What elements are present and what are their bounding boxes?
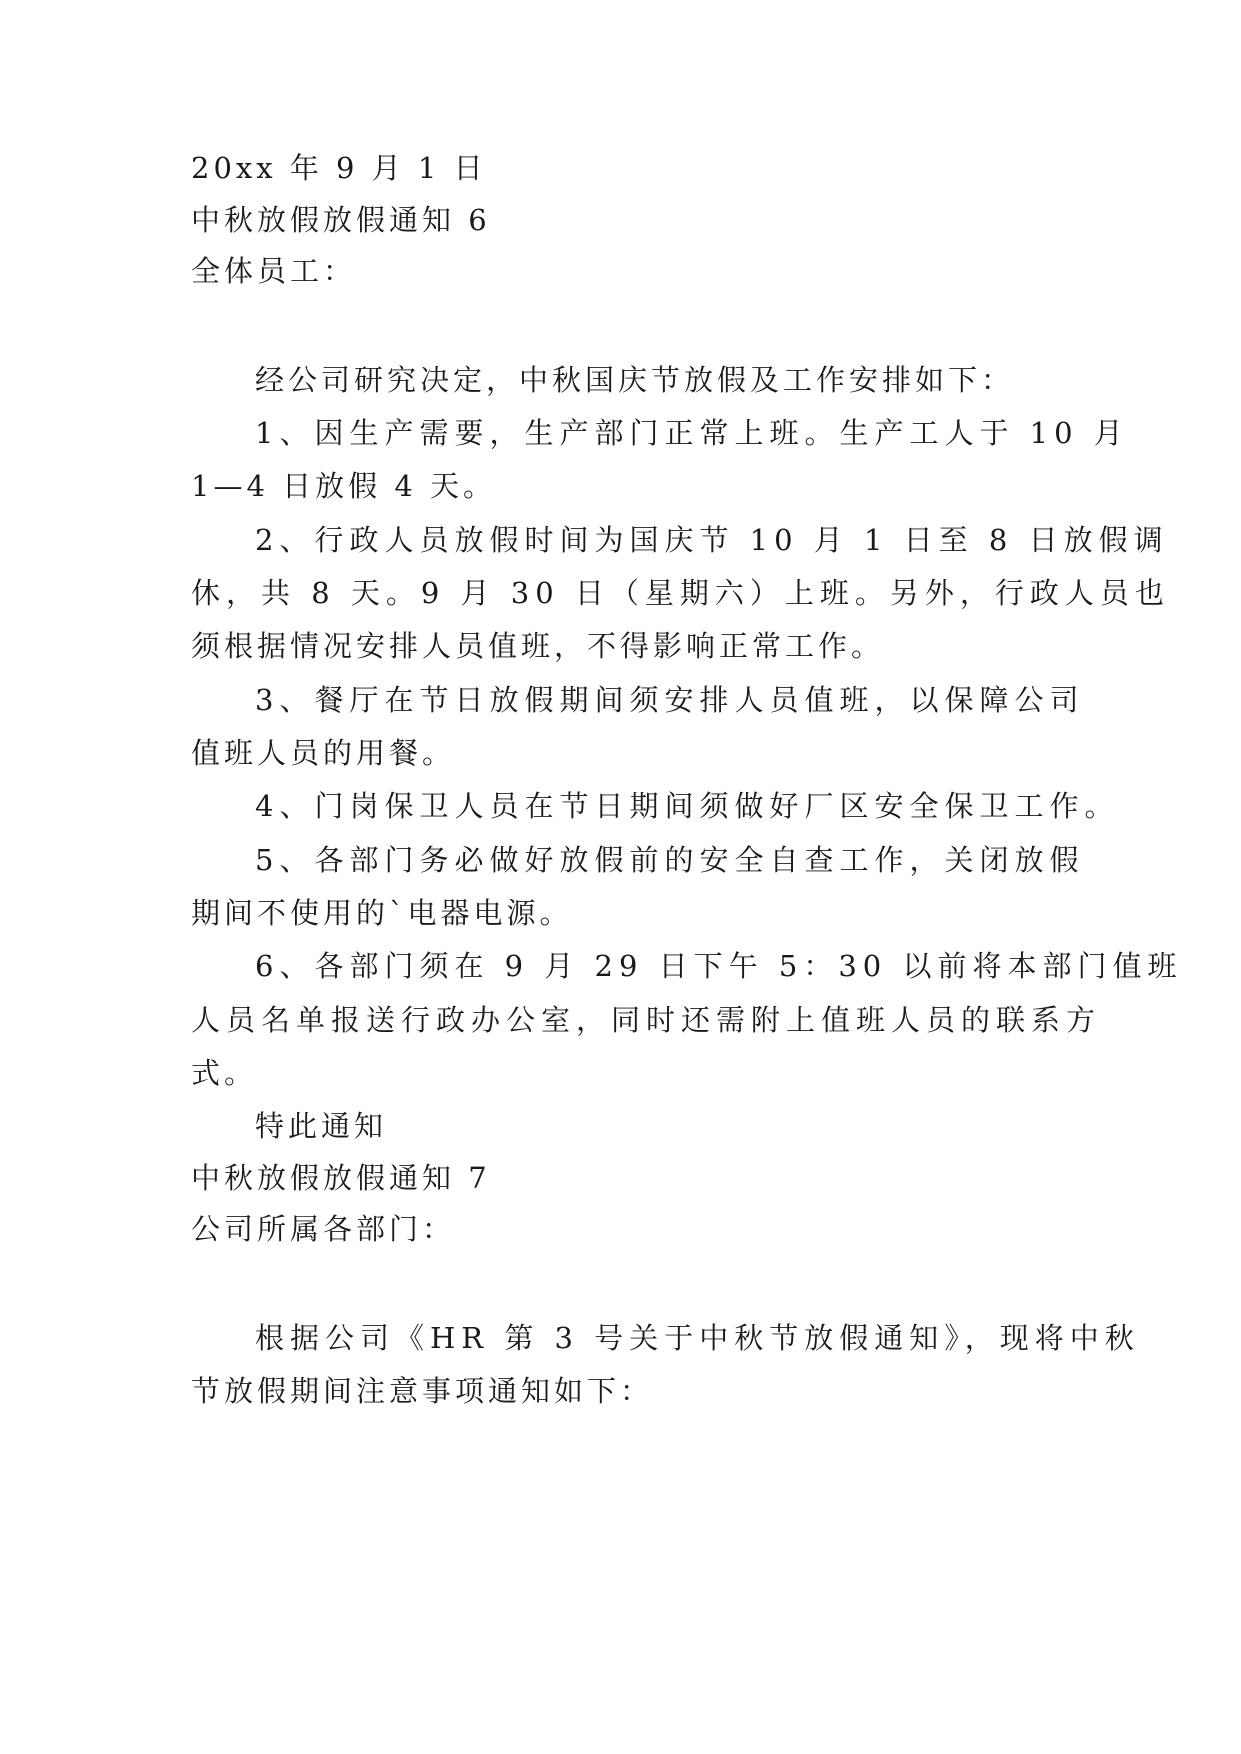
item-6-line-2: 人员名单报送行政办公室，同时还需附上值班人员的联系方 bbox=[191, 1003, 1102, 1037]
notice-6-title: 中秋放假放假通知 6 bbox=[191, 203, 491, 237]
notice-7-intro-line-2: 节放假期间注意事项通知如下： bbox=[191, 1374, 654, 1408]
notice-7-salutation: 公司所属各部门： bbox=[191, 1212, 456, 1246]
item-1-line-2: 1—4 日放假 4 天。 bbox=[191, 469, 497, 503]
item-5-line-2: 期间不使用的`电器电源。 bbox=[191, 896, 573, 930]
notice-6-intro: 经公司研究决定，中秋国庆节放假及工作安排如下： bbox=[255, 363, 1015, 397]
item-2-line-2: 休，共 8 天。9 月 30 日（星期六）上班。另外，行政人员也 bbox=[191, 576, 1170, 610]
item-2-line-3: 须根据情况安排人员值班，不得影响正常工作。 bbox=[191, 629, 885, 663]
notice-6-salutation: 全体员工： bbox=[191, 254, 357, 288]
item-3-line-1: 3、餐厅在节日放假期间须安排人员值班，以保障公司 bbox=[255, 683, 1085, 717]
notice-6-closing: 特此通知 bbox=[255, 1109, 388, 1143]
item-2-line-1: 2、行政人员放假时间为国庆节 10 月 1 日至 8 日放假调 bbox=[255, 523, 1169, 557]
item-6-line-1: 6、各部门须在 9 月 29 日下午 5：30 以前将本部门值班 bbox=[255, 949, 1183, 983]
date-line: 20xx 年 9 月 1 日 bbox=[191, 151, 487, 185]
item-6-line-3: 式。 bbox=[191, 1056, 258, 1090]
item-3-line-2: 值班人员的用餐。 bbox=[191, 736, 456, 770]
notice-7-title: 中秋放假放假通知 7 bbox=[191, 1161, 491, 1195]
item-5-line-1: 5、各部门务必做好放假前的安全自查工作，关闭放假 bbox=[255, 843, 1085, 877]
item-4-line-1: 4、门岗保卫人员在节日期间须做好厂区安全保卫工作。 bbox=[255, 789, 1120, 823]
item-1-line-1: 1、因生产需要，生产部门正常上班。生产工人于 10 月 bbox=[255, 416, 1129, 450]
notice-7-intro-line-1: 根据公司《HR 第 3 号关于中秋节放假通知》，现将中秋 bbox=[255, 1321, 1140, 1355]
